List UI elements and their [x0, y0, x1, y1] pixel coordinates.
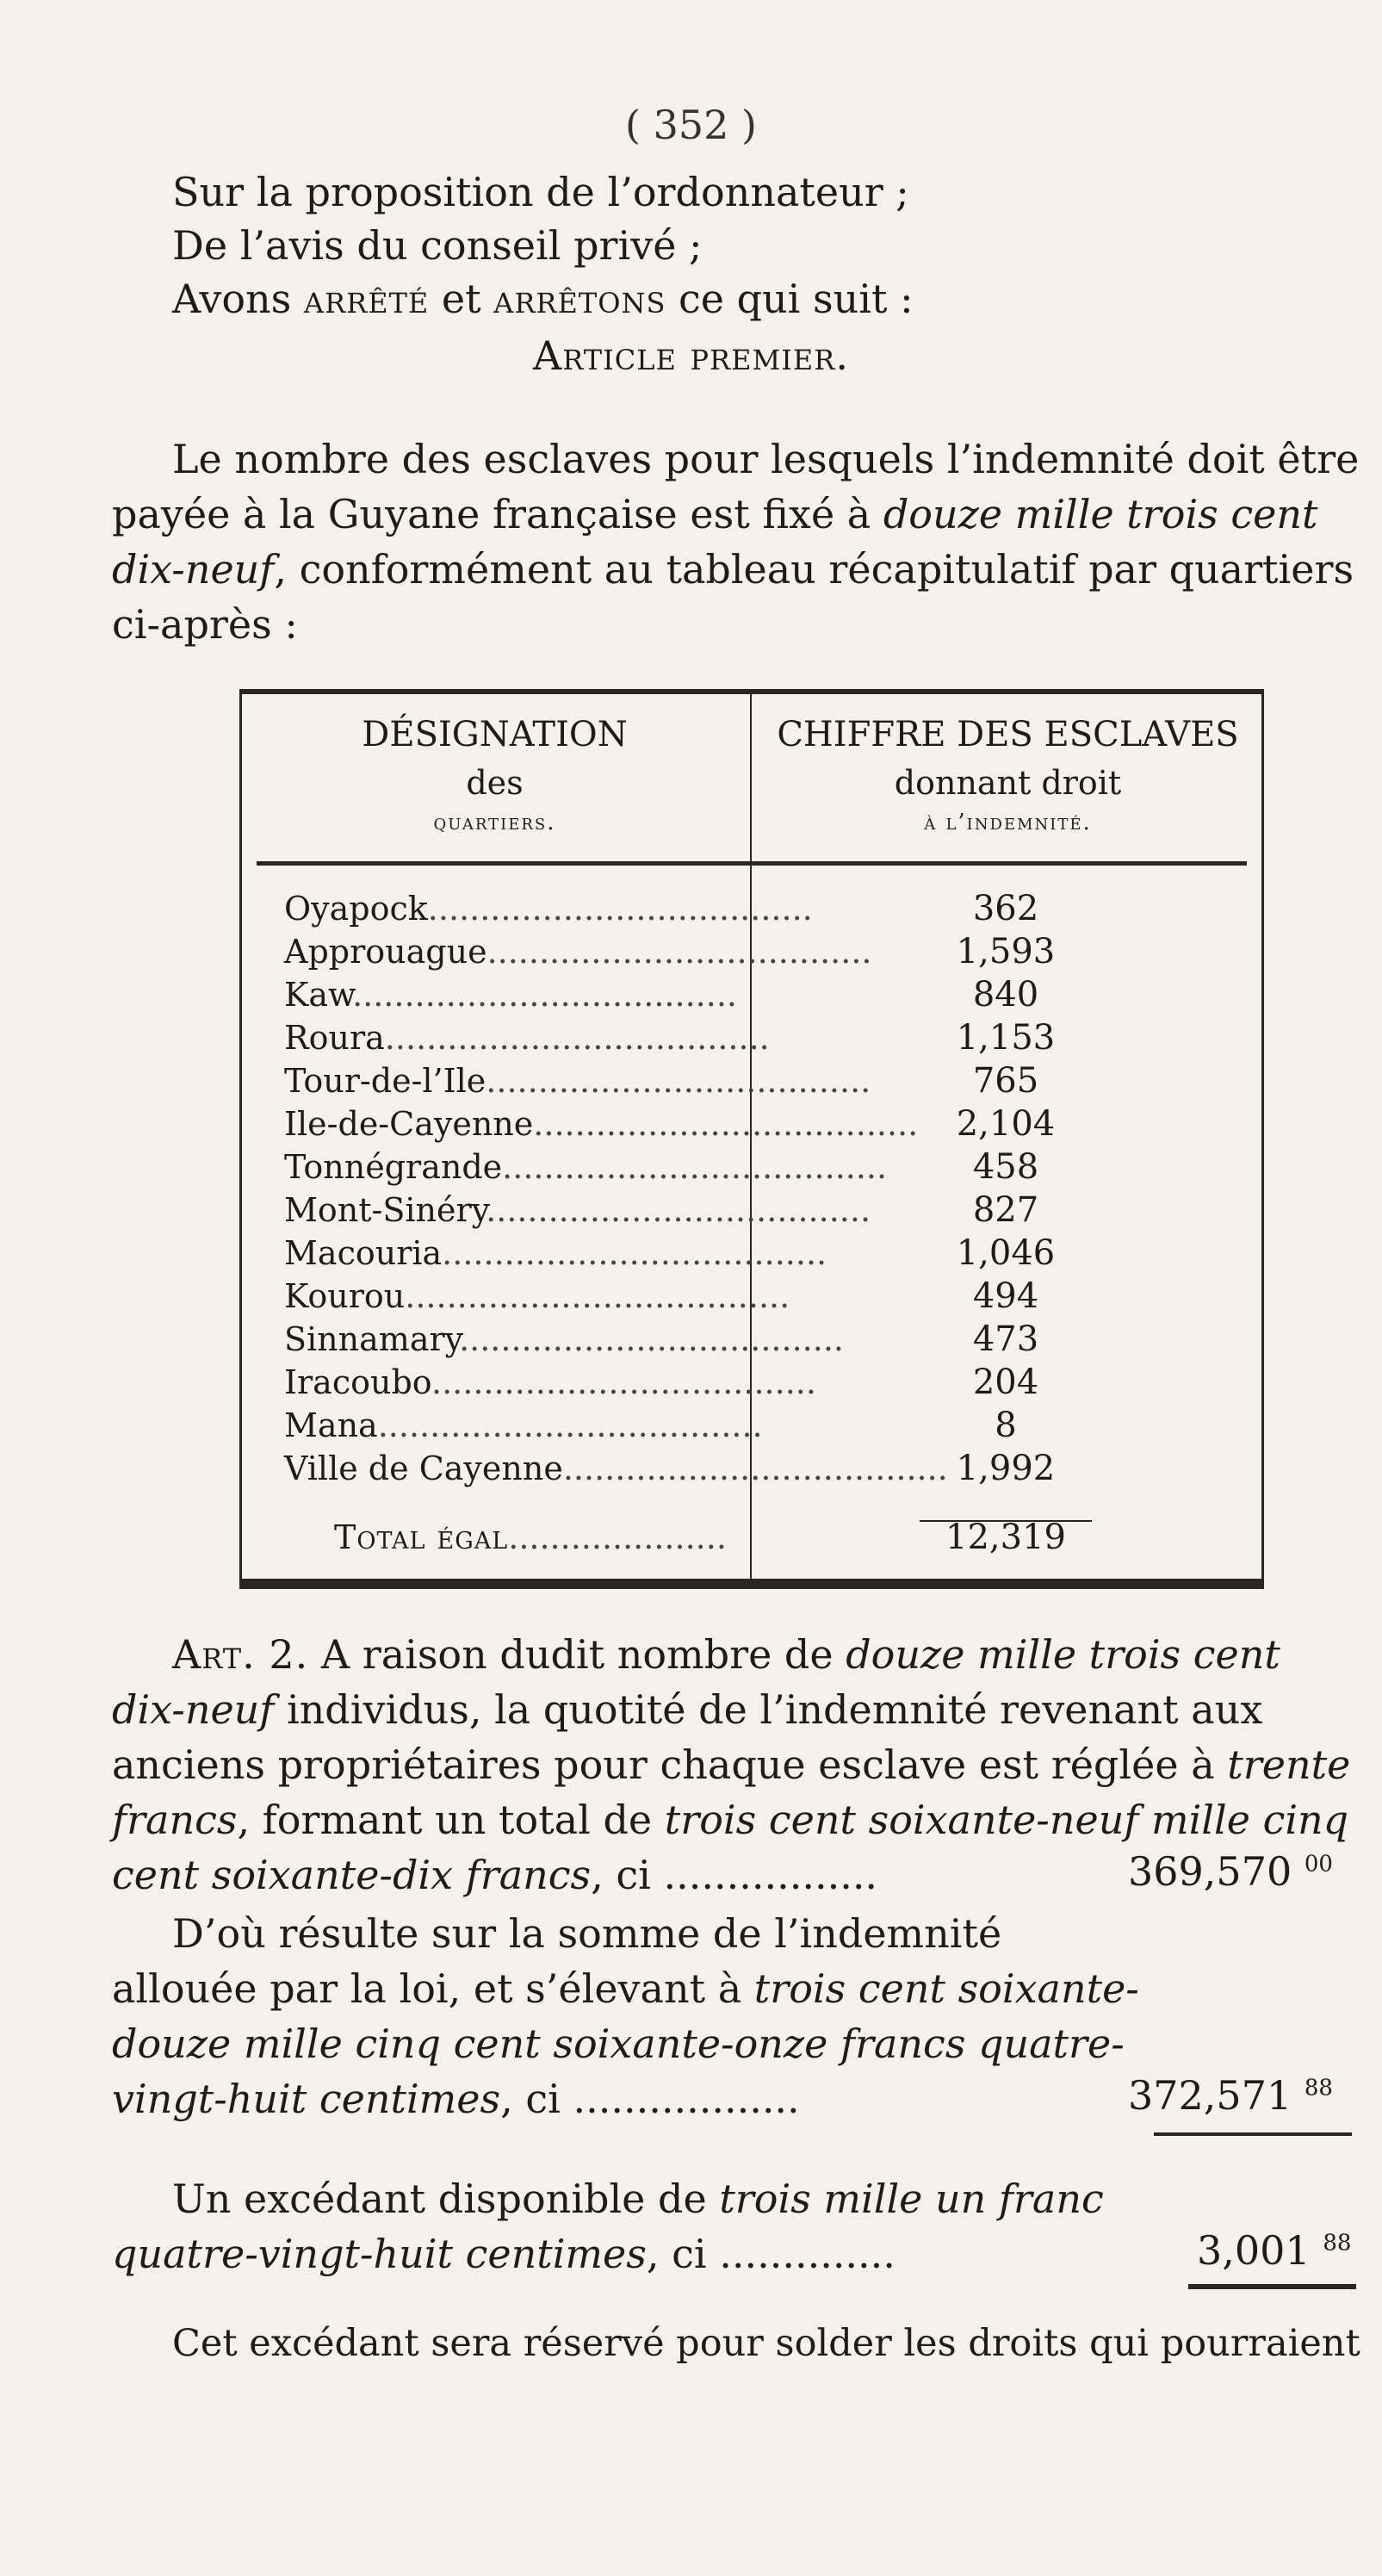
arrete-word: arrêté — [303, 276, 430, 322]
row-label: Tour-de-l’Ile — [284, 1062, 486, 1100]
col1-subheading-2: quartiers. — [433, 810, 556, 835]
amount3-value: 3,001 — [1197, 2227, 1311, 2274]
row-label: Tonnégrande — [284, 1148, 503, 1186]
row-label: Iracoubo — [284, 1363, 431, 1401]
para2-line-4: vingt-huit centimes, ci .................. — [112, 2076, 800, 2122]
para3-l2-text: , ci — [646, 2231, 707, 2277]
article1-l2-italic: douze mille trois cent — [883, 491, 1318, 537]
art2-l4-text: , formant un total de — [237, 1797, 665, 1843]
article1-line-4: ci-après : — [112, 601, 298, 648]
table-row-value: 2,104 — [956, 1104, 1056, 1144]
col2-subheading-2: à l’indemnité. — [924, 810, 1092, 835]
row-label: Kourou — [284, 1277, 406, 1315]
table-row-value: 840 — [972, 975, 1039, 1015]
row-label: Sinnamary — [284, 1320, 460, 1358]
last-line: Cet excédant sera réservé pour solder les droits qui pourraient — [172, 2322, 1360, 2365]
table-row-value: 1,593 — [956, 932, 1056, 971]
intro-line-1: Sur la proposition de l’ordonnateur ; — [172, 169, 909, 215]
article2-line-1 — [172, 1628, 1280, 1681]
table-row-name: Mana..................................... — [284, 1406, 763, 1444]
article1-line-3 — [112, 543, 1354, 596]
amount-3001 — [1197, 2227, 1351, 2274]
table-row-value: 765 — [972, 1061, 1039, 1101]
table-row-name: Oyapock..................................... — [284, 890, 813, 928]
amount2-cents: 88 — [1304, 2075, 1333, 2101]
row-label: Mana — [284, 1406, 378, 1444]
para3-l1-text: Un excédant disponible de — [172, 2176, 720, 2222]
col1-subheading: des — [466, 764, 524, 802]
para3-l1-italic: trois mille un franc — [719, 2176, 1104, 2222]
para3-l2-italic: quatre-vingt-huit centimes — [112, 2231, 647, 2277]
table-row-value: 1,153 — [956, 1018, 1056, 1058]
article1-l2-text: payée à la Guyane française est fixé à — [112, 491, 883, 537]
arretons-word: arrêtons — [493, 276, 666, 322]
article2-line-4 — [112, 1793, 1348, 1847]
table-row-value: 458 — [972, 1147, 1039, 1187]
page-number: ( 352 ) — [625, 102, 757, 148]
para2-l2-italic: trois cent soixante- — [753, 1965, 1139, 2012]
table-row-value: 1,046 — [956, 1233, 1056, 1273]
article1-l3-text: , conformément au tableau récapitulatif par quartiers — [274, 546, 1354, 593]
table-row-name: Mont-Sinéry..................................... — [284, 1191, 871, 1229]
avons-word: Avons — [172, 276, 304, 322]
table-row-value: 494 — [972, 1276, 1039, 1316]
para3-line-1 — [172, 2172, 1104, 2225]
table-row-name: Sinnamary..................................... — [284, 1320, 844, 1358]
row-label: Oyapock — [284, 890, 428, 928]
col1-heading: DÉSIGNATION — [362, 715, 628, 754]
amount-372571 — [1128, 2072, 1333, 2119]
row-label: Roura — [284, 1019, 385, 1057]
art2-l5-text: , ci — [591, 1852, 651, 1898]
table-row-name: Approuague..................................... — [284, 933, 872, 971]
table-row-name: Roura..................................... — [284, 1019, 770, 1057]
table-header-rule — [257, 861, 1247, 866]
article2-line-5: cent soixante-dix francs, ci ................. — [112, 1852, 878, 1898]
suit-word: ce qui suit : — [666, 276, 914, 322]
table-total-value: 12,319 — [945, 1518, 1066, 1557]
art2-l5-italic: cent soixante-dix francs — [112, 1852, 592, 1898]
para2-l4-text: , ci — [500, 2076, 561, 2122]
para2-l2-text: allouée par la loi, et s’élevant à — [112, 1965, 754, 2012]
table-row-name: Macouria..................................... — [284, 1234, 827, 1272]
row-label: Mont-Sinéry — [284, 1191, 486, 1229]
row-label: Ile-de-Cayenne — [284, 1105, 534, 1143]
para2-line-3: douze mille cinq cent soixante-onze francs quatre- — [112, 2020, 1125, 2067]
table-row-value: 204 — [972, 1362, 1039, 1402]
article2-line-3 — [112, 1738, 1350, 1791]
table-total-label: Total égal..................... — [334, 1518, 727, 1556]
amount3-rule — [1188, 2284, 1356, 2289]
amount2-rule — [1154, 2132, 1352, 2136]
amount1-cents: 00 — [1304, 1851, 1333, 1878]
avons-line — [172, 272, 914, 326]
table-row-name: Kourou..................................... — [284, 1277, 790, 1315]
amount1-value: 369,570 — [1128, 1848, 1292, 1895]
amount-369570 — [1128, 1848, 1333, 1895]
art2-l1-italic: douze mille trois cent — [846, 1631, 1280, 1678]
total-label-text: Total égal — [334, 1518, 509, 1556]
table-row-name: Tonnégrande..................................... — [284, 1148, 888, 1186]
para2-line-2 — [112, 1962, 1139, 2015]
table-row-name: Ville de Cayenne..................................... — [284, 1449, 948, 1487]
article-heading: Article premier. — [533, 332, 849, 379]
table-row-value: 362 — [972, 889, 1039, 928]
col2-subheading: donnant droit — [894, 764, 1122, 802]
table-row-value: 8 — [995, 1406, 1017, 1445]
intro-line-2: De l’avis du conseil privé ; — [172, 222, 703, 269]
table-row-name: Ile-de-Cayenne..................................... — [284, 1105, 919, 1143]
art2-l4-italic: francs — [112, 1797, 238, 1843]
amount2-value: 372,571 — [1128, 2072, 1292, 2119]
art2-l4-italic-2: trois cent soixante-neuf mille cinq — [664, 1797, 1349, 1843]
row-label: Approuague — [284, 933, 487, 971]
table-row-value: 1,992 — [956, 1449, 1056, 1488]
para3-line-2: quatre-vingt-huit centimes, ci .............. — [112, 2231, 896, 2277]
art2-l2-text: individus, la quotité de l’indemnité revenant aux — [274, 1686, 1263, 1733]
art2-l3-italic: trente — [1227, 1741, 1351, 1788]
article1-l3-italic: dix-neuf — [112, 546, 275, 593]
table-row-value: 827 — [972, 1190, 1039, 1230]
et-word: et — [429, 276, 494, 322]
quartiers-table — [239, 689, 1264, 1589]
article1-line-1: Le nombre des esclaves pour lesquels l’indemnité doit être — [172, 436, 1360, 482]
para2-line-1: D’où résulte sur la somme de l’indemnité — [172, 1910, 1002, 1957]
row-label: Kaw — [284, 976, 353, 1014]
art2-l1-text: A raison dudit nombre de — [308, 1631, 846, 1678]
art2-l3-text: anciens propriétaires pour chaque esclave est réglée à — [112, 1741, 1228, 1788]
table-row-name: Kaw..................................... — [284, 976, 737, 1014]
table-row-name: Iracoubo..................................... — [284, 1363, 816, 1401]
row-label: Ville de Cayenne — [284, 1449, 563, 1487]
amount3-cents: 88 — [1323, 2230, 1352, 2256]
col2-heading: CHIFFRE DES ESCLAVES — [777, 715, 1239, 754]
art2-label: Art. 2. — [172, 1631, 309, 1678]
para2-l4-italic: vingt-huit centimes — [112, 2076, 501, 2122]
table-row-value: 473 — [972, 1319, 1039, 1359]
article1-line-2 — [112, 487, 1318, 541]
table-row-name: Tour-de-l’Ile..................................... — [284, 1062, 871, 1100]
art2-l2-italic: dix-neuf — [112, 1686, 275, 1733]
article2-line-2 — [112, 1683, 1262, 1736]
row-label: Macouria — [284, 1234, 443, 1272]
